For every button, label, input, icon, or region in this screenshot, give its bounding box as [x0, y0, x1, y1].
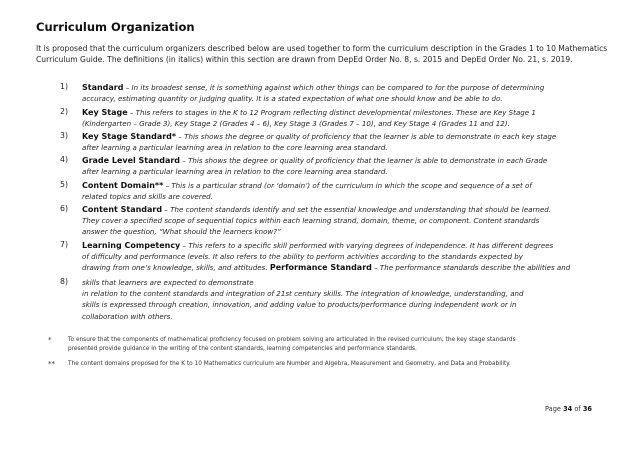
- item-body: [82, 82, 612, 104]
- item-term: Grade Level Standard: [82, 156, 181, 165]
- page-current: 34: [563, 405, 573, 413]
- footnote-text: [68, 336, 608, 354]
- item-line: They cover a specified scope of sequential topics within each learning strand, domain, theme, or component. Content standards: [82, 216, 540, 226]
- intro-paragraph: It is proposed that the curriculum organizers described below are used together to form the curriculum description in the Grades 1 to 10 Mathematics Curriculum Guide. The definitions (in italics) within this section are drawn from DepEd Order No. 8, s. 2015 and DepEd Order No. 21, s. 2019.: [36, 44, 608, 64]
- item-body: [82, 155, 612, 177]
- item-line: skills is expressed through creation, innovation, and adding value to products/performance during independent work or in: [82, 300, 517, 310]
- section-heading: Curriculum Organization: [36, 20, 195, 34]
- item-number: 1): [60, 82, 69, 91]
- item-number: 8): [60, 277, 69, 286]
- page-total: 36: [582, 405, 593, 413]
- item-body: [82, 277, 612, 322]
- item-number: 2): [60, 107, 69, 116]
- item-definition: – This is a particular strand (or ‘domain’) of the curriculum in which the scope and sequence of a set of: [163, 181, 532, 190]
- item-body: [82, 180, 612, 202]
- item-term: Learning Competency: [82, 241, 181, 250]
- item-number: 5): [60, 180, 69, 189]
- item-line: skills that learners are expected to demonstrate: [82, 278, 254, 287]
- item-line: in relation to the content standards and integration of 21st century skills. The integration of knowledge, understanding, and: [82, 289, 524, 299]
- page-of: of: [574, 405, 581, 413]
- footnote-line: The content domains proposed for the K to 10 Mathematics curriculum are Number and Algebra, Measurement and Geometry, and Data and Probability.: [68, 361, 511, 367]
- item-definition: – This shows the degree or quality of proficiency that the learner is able to demonstrate in each Grade: [180, 156, 548, 165]
- item-number: 4): [60, 155, 69, 164]
- item-definition: drawing from one’s knowledge, skills, and attitudes.: [82, 263, 268, 273]
- item-body: [82, 240, 612, 274]
- item-body: [82, 204, 612, 238]
- item-body: [82, 107, 612, 129]
- item-line: [82, 82, 612, 93]
- footnote-text: [68, 360, 608, 369]
- footnote-marker: *: [48, 336, 52, 344]
- item-term: Key Stage: [82, 108, 128, 117]
- item-definition: – This shows the degree or quality of proficiency that the learner is able to demonstrate in each key stage: [176, 132, 557, 141]
- item-line: answer the question, “What should the learners know?”: [82, 227, 281, 237]
- footnote-line: presented provide guidance in the writing of the content standards, learning competencies and performance standards.: [68, 346, 417, 352]
- item-definition: – The content standards identify and set the essential knowledge and understanding that should be learned.: [162, 205, 552, 214]
- item-number: 7): [60, 240, 69, 249]
- item-line: (Kindergarten – Grade 3), Key Stage 2 (Grades 4 – 6), Key Stage 3 (Grades 7 – 10), and Key Stage 4 (Grades 11 and 12).: [82, 119, 510, 129]
- item-term: Performance Standard: [269, 263, 372, 273]
- item-line: after learning a particular learning area in relation to the core learning area standard.: [82, 143, 388, 153]
- item-line: [82, 180, 612, 191]
- footnote-line: To ensure that the components of mathematical proficiency focused on problem solving are articulated in the revised curriculum, the key stage standards: [68, 337, 516, 343]
- item-line: collaboration with others.: [82, 311, 173, 321]
- item-line: [82, 107, 612, 118]
- item-definition: – This refers to a specific skill performed with varying degrees of independence. It has different degrees: [180, 241, 554, 250]
- item-line: [82, 155, 612, 166]
- item-line: [82, 262, 612, 273]
- item-term: Content Domain**: [82, 181, 164, 190]
- item-term: Standard: [82, 83, 124, 92]
- item-line: accuracy, estimating quantity or judging quality. It is a stated expectation of what one should know and be able to do.: [82, 94, 503, 104]
- item-line: [82, 204, 612, 215]
- item-term: Key Stage Standard*: [82, 132, 177, 141]
- item-number: 3): [60, 131, 69, 140]
- item-definition: – In its broadest sense, it is something against which other things can be compared to for the purpose of determining: [123, 83, 545, 92]
- page-number: [545, 405, 592, 413]
- footnote-marker: **: [48, 360, 55, 368]
- item-line: [82, 131, 612, 142]
- item-term: Content Standard: [82, 205, 163, 214]
- page-prefix: Page: [545, 405, 561, 413]
- item-line: related topics and skills are covered.: [82, 192, 213, 202]
- item-line: [82, 240, 612, 251]
- item-definition: – This refers to stages in the K to 12 Program reflecting distinct developmental milestones. These are Key Stage 1: [127, 108, 536, 117]
- item-definition: – The performance standards describe the abilities and: [371, 263, 571, 273]
- item-number: 6): [60, 204, 69, 213]
- item-line: of difficulty and performance levels. It also refers to the ability to perform activities according to the standards expected by: [82, 252, 523, 262]
- item-line: after learning a particular learning area in relation to the core learning area standard.: [82, 167, 388, 177]
- item-body: [82, 131, 612, 153]
